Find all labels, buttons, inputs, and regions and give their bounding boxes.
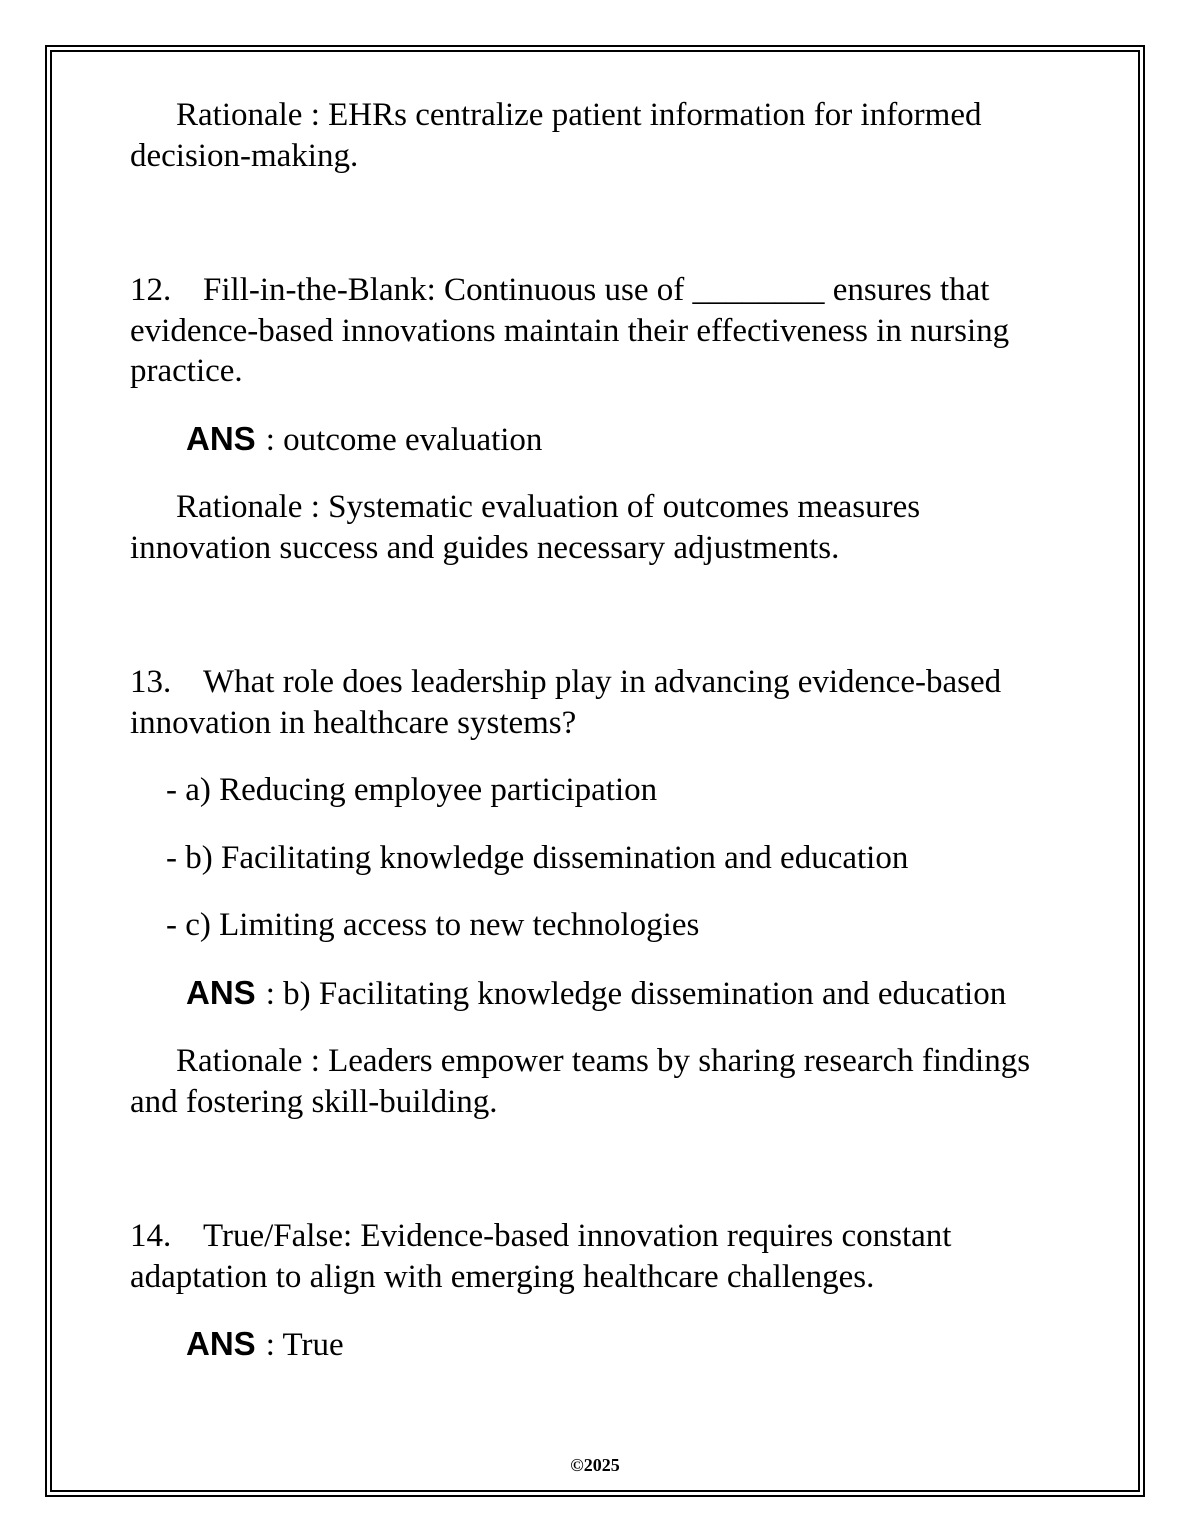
answer-label: ANS	[186, 973, 256, 1011]
copyright-footer: ©2025	[570, 1455, 620, 1475]
document-content	[130, 95, 1060, 1366]
answer-text: : True	[265, 1327, 344, 1363]
answer-text: : outcome evaluation	[265, 421, 543, 458]
question-13-number: 13.	[130, 664, 172, 700]
question-13-text	[130, 662, 1060, 743]
answer-text: : b) Facilitating knowledge dissemination and education	[265, 975, 1007, 1012]
question-14-text	[130, 1216, 1060, 1297]
question-14-stem: True/False: Evidence-based innovation requires constant adaptation to align with emerging healthcare challenges.	[130, 1218, 952, 1295]
option-c: - c) Limiting access to new technologies	[166, 907, 700, 943]
answer-label: ANS	[186, 1325, 256, 1362]
option-a: - a) Reducing employee participation	[166, 772, 658, 808]
question-12-rationale: Rationale : Systematic evaluation of outcomes measures innovation success and guides necessary adjustments.	[130, 489, 921, 566]
answer-label: ANS	[186, 419, 256, 457]
question-12-number: 12.	[130, 272, 172, 308]
question-12-answer	[130, 419, 1060, 461]
rationale-previous: Rationale : EHRs centralize patient information for informed decision-making.	[130, 97, 982, 174]
question-12-stem: Fill-in-the-Blank: Continuous use of ________ ensures that evidence-based innovations maintain their effectiveness in nursing practice.	[130, 272, 1010, 389]
spacer	[130, 1122, 1060, 1216]
question-12	[130, 270, 1060, 568]
question-13-rationale: Rationale : Leaders empower teams by sharing research findings and fostering skill-building.	[130, 1043, 1031, 1120]
question-14-answer	[130, 1324, 1060, 1366]
spacer	[130, 176, 1060, 270]
question-13-stem: What role does leadership play in advancing evidence-based innovation in healthcare systems?	[130, 664, 1002, 741]
question-14	[130, 1216, 1060, 1366]
question-14-number: 14.	[130, 1218, 172, 1254]
option-b: - b) Facilitating knowledge dissemination and education	[166, 839, 909, 876]
spacer	[130, 568, 1060, 662]
question-13-answer	[130, 973, 1060, 1015]
question-12-text	[130, 270, 1060, 392]
question-13	[130, 662, 1060, 1122]
